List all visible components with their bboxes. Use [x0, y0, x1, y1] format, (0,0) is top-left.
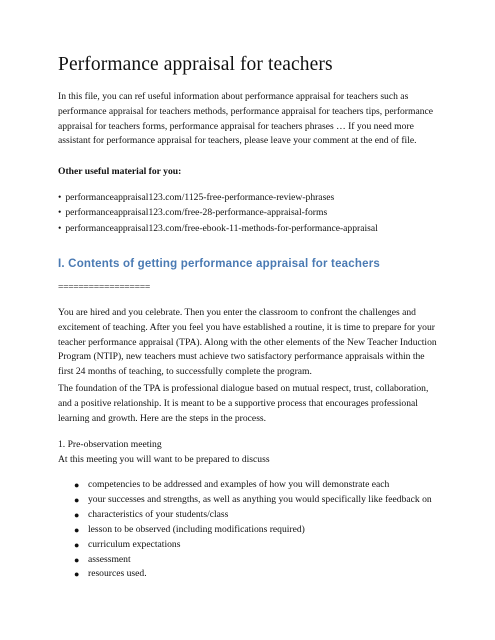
bullet-icon: ● [74, 480, 80, 490]
list-item-text: characteristics of your students/class [88, 508, 229, 520]
list-item-text: your successes and strengths, as well as anything you would specifically like feedback on [88, 493, 432, 505]
list-item-text: assessment [88, 553, 131, 565]
step-1-intro: At this meeting you will want to be prepared to discuss [58, 453, 270, 465]
list-item [74, 523, 432, 538]
bullet-icon: ● [74, 509, 80, 520]
list-item [74, 538, 432, 553]
divider-line: ================== [58, 282, 150, 293]
bullet-icon: ● [74, 494, 80, 505]
bullet-icon: ● [74, 524, 80, 535]
step-1-block [58, 438, 270, 468]
intro-paragraph: In this file, you can ref useful information about performance appraisal for teachers such as performance appraisal for teachers methods, performance appraisal for teachers tips, performance appraisal for teachers forms, performance appraisal for teachers phrases … If you need more assistant for performance appraisal for teachers, please leave your comment at the end of file. [58, 91, 434, 147]
useful-links-list [58, 190, 378, 236]
bullet-icon: ● [74, 554, 80, 565]
useful-link[interactable]: • performanceappraisal123.com/free-ebook-11-methods-for-performance-appraisal [58, 221, 378, 236]
useful-link[interactable]: • performanceappraisal123.com/free-28-performance-appraisal-forms [58, 205, 378, 220]
bullet-icon: ● [74, 539, 80, 550]
list-item [74, 553, 432, 568]
list-item-text: resources used. [88, 568, 147, 580]
list-item [74, 478, 432, 493]
list-item-text: competencies to be addressed and examples of how you will demonstrate each [88, 479, 390, 490]
list-item-text: curriculum expectations [88, 538, 181, 550]
document-title: Performance appraisal for teachers [58, 54, 333, 75]
list-item-text: lesson to be observed (including modifications required) [88, 523, 305, 535]
bullet-icon: ● [74, 569, 80, 580]
step-1-list [74, 478, 432, 582]
tpa-paragraph-1: You are hired and you celebrate. Then you enter the classroom to confront the challenges and excitement of teaching. After you feel you have established a routine, it is time to prepare for your teacher performance appraisal (TPA). Along with the other elements of the New Teacher Induction Program (NTIP), new teachers must achieve two satisfactory performance appraisals within the first 24 months of teaching, to successfully complete the program. [58, 307, 437, 378]
useful-material-heading: Other useful material for you: [58, 166, 182, 177]
list-item [74, 567, 432, 582]
step-1-title: 1. Pre-observation meeting [58, 439, 162, 450]
section-heading: I. Contents of getting performance appraisal for teachers [58, 258, 380, 270]
list-item [74, 493, 432, 508]
tpa-paragraph-2: The foundation of the TPA is professional dialogue based on mutual respect, trust, collaboration, and a positive relationship. It is meant to be a supportive process that encourages professional learning and growth. Here are the steps in the process. [58, 383, 429, 424]
useful-link[interactable]: • performanceappraisal123.com/1125-free-performance-review-phrases [58, 190, 378, 205]
list-item [74, 508, 432, 523]
